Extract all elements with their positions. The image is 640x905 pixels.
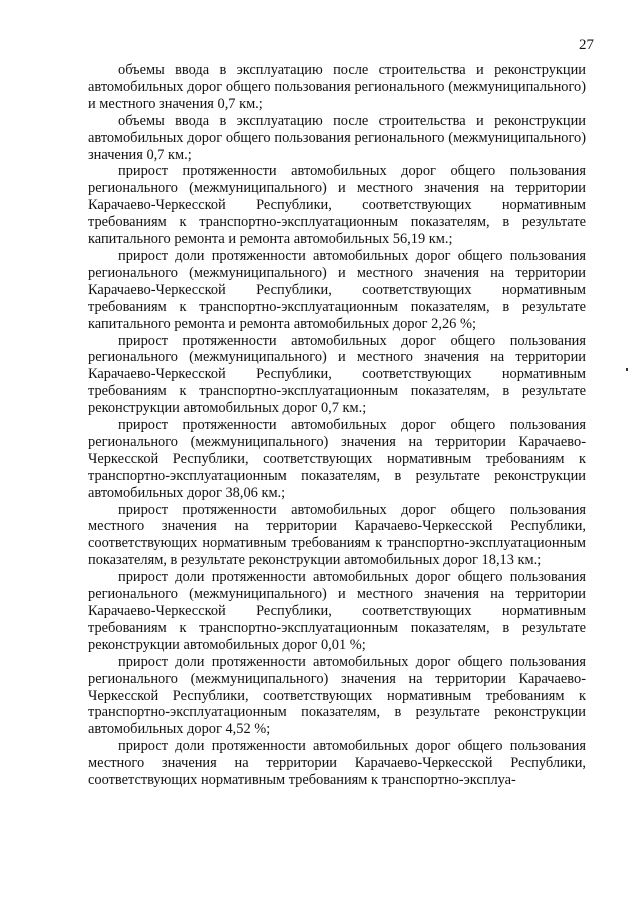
- paragraph-3: прирост протяженности автомобильных дорог общего пользования регионального (межмуниципального) и местного значения на территории Карачаево-Черкесской Республики, соответствующих нормативным требованиям к транспортно-эксплуатационным показателям, в результате капитального ремонта и ремонта автомобильных 56,19 км.;: [88, 163, 586, 248]
- paragraph-1: объемы ввода в эксплуатацию после строительства и реконструкции автомобильных дорог общего пользования регионального (межмуниципального) и местного значения 0,7 км.;: [88, 62, 586, 112]
- page-number: 27: [579, 37, 594, 53]
- paragraph-7: прирост протяженности автомобильных дорог общего пользования местного значения на территории Карачаево-Черкесской Республики, соответствующих нормативным требованиям к транспортно-эксплуатационным показателям, в результате реконструкции автомобильных дорог 18,13 км.;: [88, 501, 586, 569]
- paragraph-2: объемы ввода в эксплуатацию после строительства и реконструкции автомобильных дорог общего пользования регионального (межмуниципального) значения 0,7 км.;: [88, 112, 586, 163]
- document-body: [88, 62, 586, 789]
- paragraph-9: прирост доли протяженности автомобильных дорог общего пользования регионального (межмуниципального) значения на территории Карачаево-Черкесской Республики, соответствующих нормативным требованиям к транспортно-эксплуатационным показателям, в результате реконструкции автомобильных дорог 4,52 %;: [88, 653, 586, 738]
- paragraph-5: прирост протяженности автомобильных дорог общего пользования регионального (межмуниципального) и местного значения на территории Карачаево-Черкесской Республики, соответствующих нормативным требованиям к транспортно-эксплуатационным показателям, в результате реконструкции автомобильных дорог 0,7 км.;: [88, 332, 586, 417]
- paragraph-8: прирост доли протяженности автомобильных дорог общего пользования регионального (межмуниципального) и местного значения на территории Карачаево-Черкесской Республики, соответствующих нормативным требованиям к транспортно-эксплуатационным показателям, в результате реконструкции автомобильных дорог 0,01 %;: [88, 569, 586, 653]
- scan-speck: [626, 368, 628, 371]
- paragraph-10: прирост доли протяженности автомобильных дорог общего пользования местного значения на территории Карачаево-Черкесской Республики, соответствующих нормативным требованиям к транспортно-эксплуа-: [88, 738, 586, 789]
- paragraph-4: прирост доли протяженности автомобильных дорог общего пользования регионального (межмуниципального) и местного значения на территории Карачаево-Черкесской Республики, соответствующих нормативным требованиям к транспортно-эксплуатационным показателям, в результате капитального ремонта и ремонта автомобильных дорог 2,26 %;: [88, 247, 586, 332]
- paragraph-6: прирост протяженности автомобильных дорог общего пользования регионального (межмуниципального) значения на территории Карачаево-Черкесской Республики, соответствующих нормативным требованиям к транспортно-эксплуатационным показателям, в результате реконструкции автомобильных дорог 38,06 км.;: [88, 417, 586, 501]
